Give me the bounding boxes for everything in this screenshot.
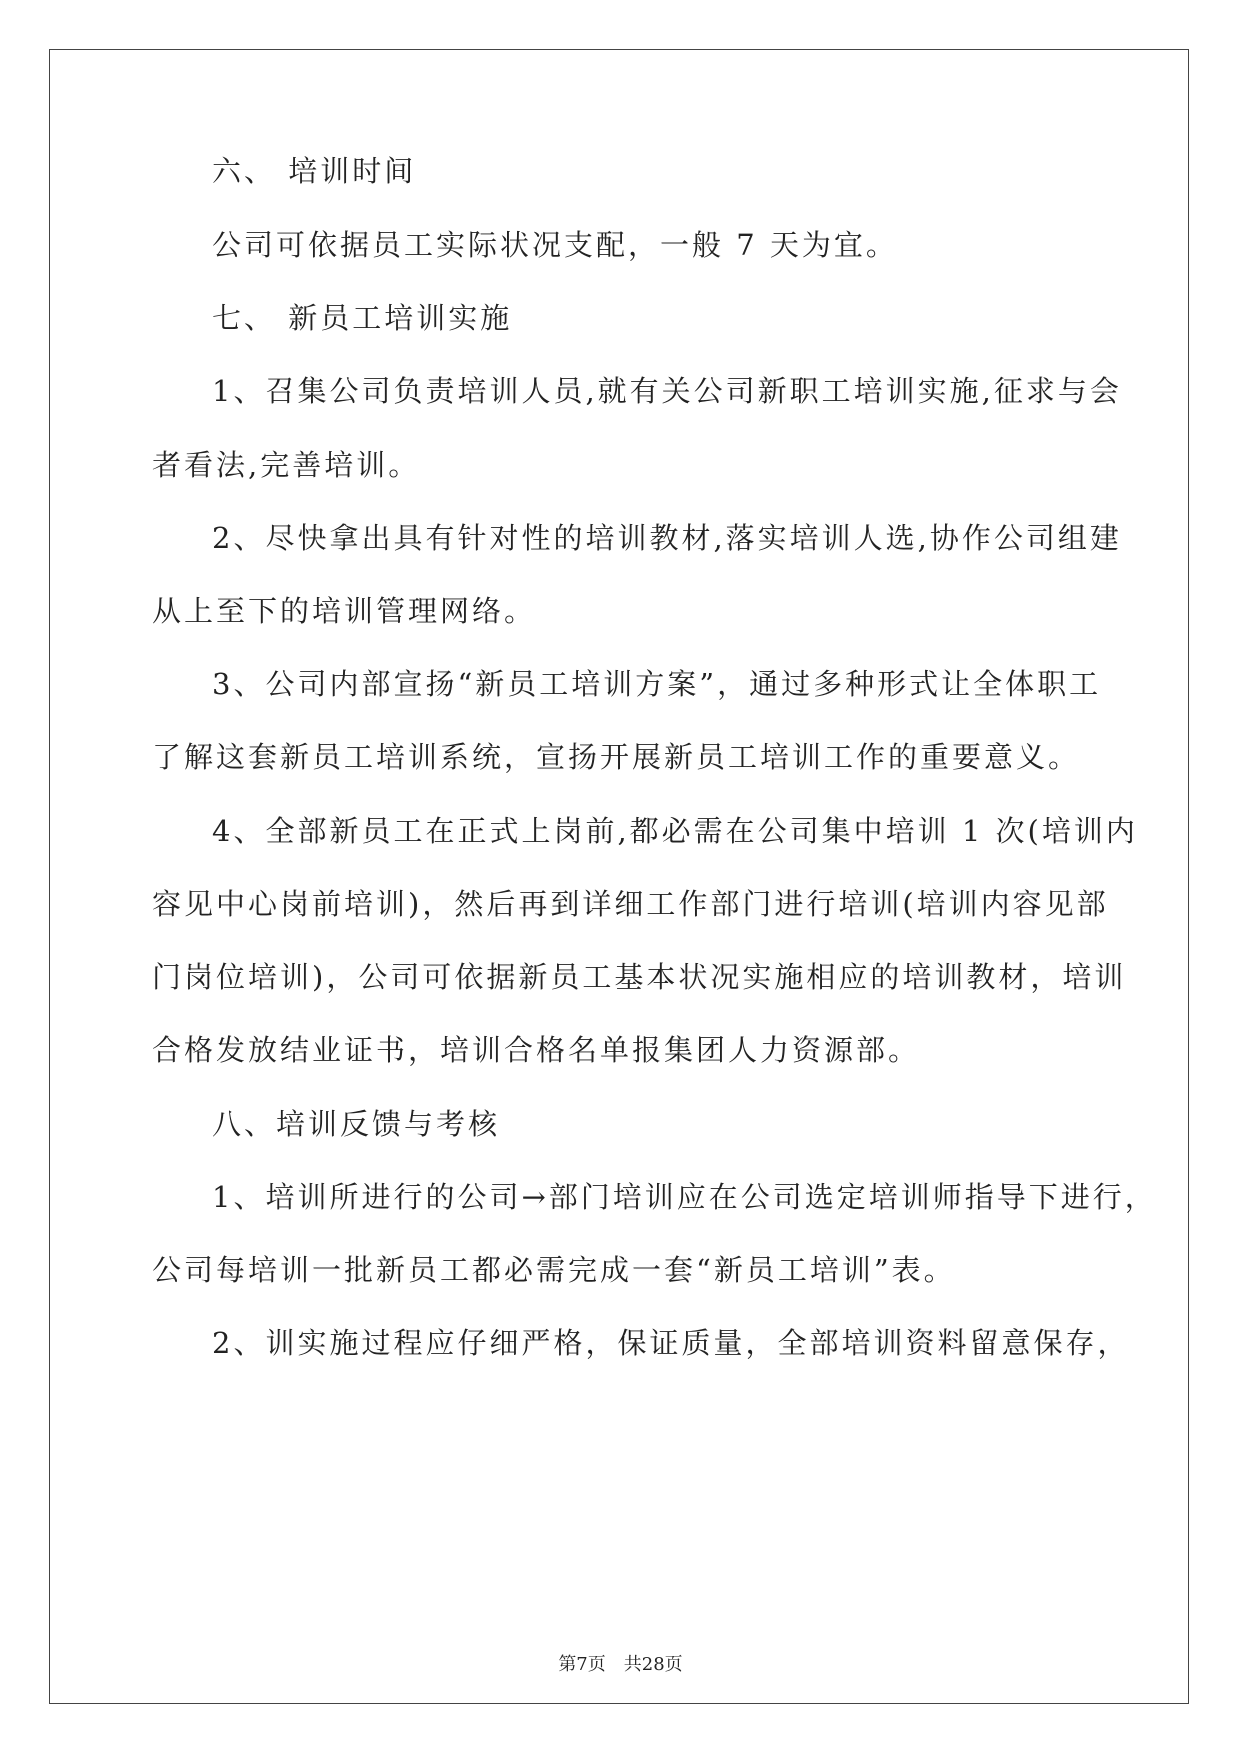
paragraph-line: 公司每培训一批新员工都必需完成一套“新员工培训”表。 <box>152 1253 956 1287</box>
paragraph-line: 2、尽快拿出具有针对性的培训教材,落实培训人选,协作公司组建 <box>212 521 1122 555</box>
paragraph-line: 3、公司内部宣扬“新员工培训方案”，通过多种形式让全体职工 <box>212 667 1102 701</box>
paragraph-line: 2、训实施过程应仔细严格，保证质量，全部培训资料留意保存， <box>212 1326 1130 1360</box>
paragraph-line: 了解这套新员工培训系统，宣扬开展新员工培训工作的重要意义。 <box>152 740 1081 774</box>
paragraph-line: 容见中心岗前培训)，然后再到详细工作部门进行培训(培训内容见部 <box>152 887 1109 921</box>
paragraph-line: 门岗位培训)，公司可依据新员工基本状况实施相应的培训教材，培训 <box>152 960 1127 994</box>
paragraph-line: 1、培训所进行的公司→部门培训应在公司选定培训师指导下进行， <box>212 1180 1157 1214</box>
page-footer: 第7页 共28页 <box>558 1654 683 1675</box>
paragraph-line: 合格发放结业证书，培训合格名单报集团人力资源部。 <box>152 1033 921 1067</box>
section-heading-7: 七、 新员工培训实施 <box>212 301 513 335</box>
section-heading-8: 八、培训反馈与考核 <box>212 1107 501 1141</box>
paragraph-line: 从上至下的培训管理网络。 <box>152 594 537 628</box>
paragraph-line: 公司可依据员工实际状况支配，一般 7 天为宜。 <box>212 228 898 262</box>
paragraph-line: 者看法,完善培训。 <box>152 448 421 482</box>
paragraph-line: 4、全部新员工在正式上岗前,都必需在公司集中培训 1 次(培训内 <box>212 814 1138 848</box>
paragraph-line: 1、召集公司负责培训人员,就有关公司新职工培训实施,征求与会 <box>212 374 1122 408</box>
section-heading-6: 六、 培训时间 <box>212 154 417 188</box>
